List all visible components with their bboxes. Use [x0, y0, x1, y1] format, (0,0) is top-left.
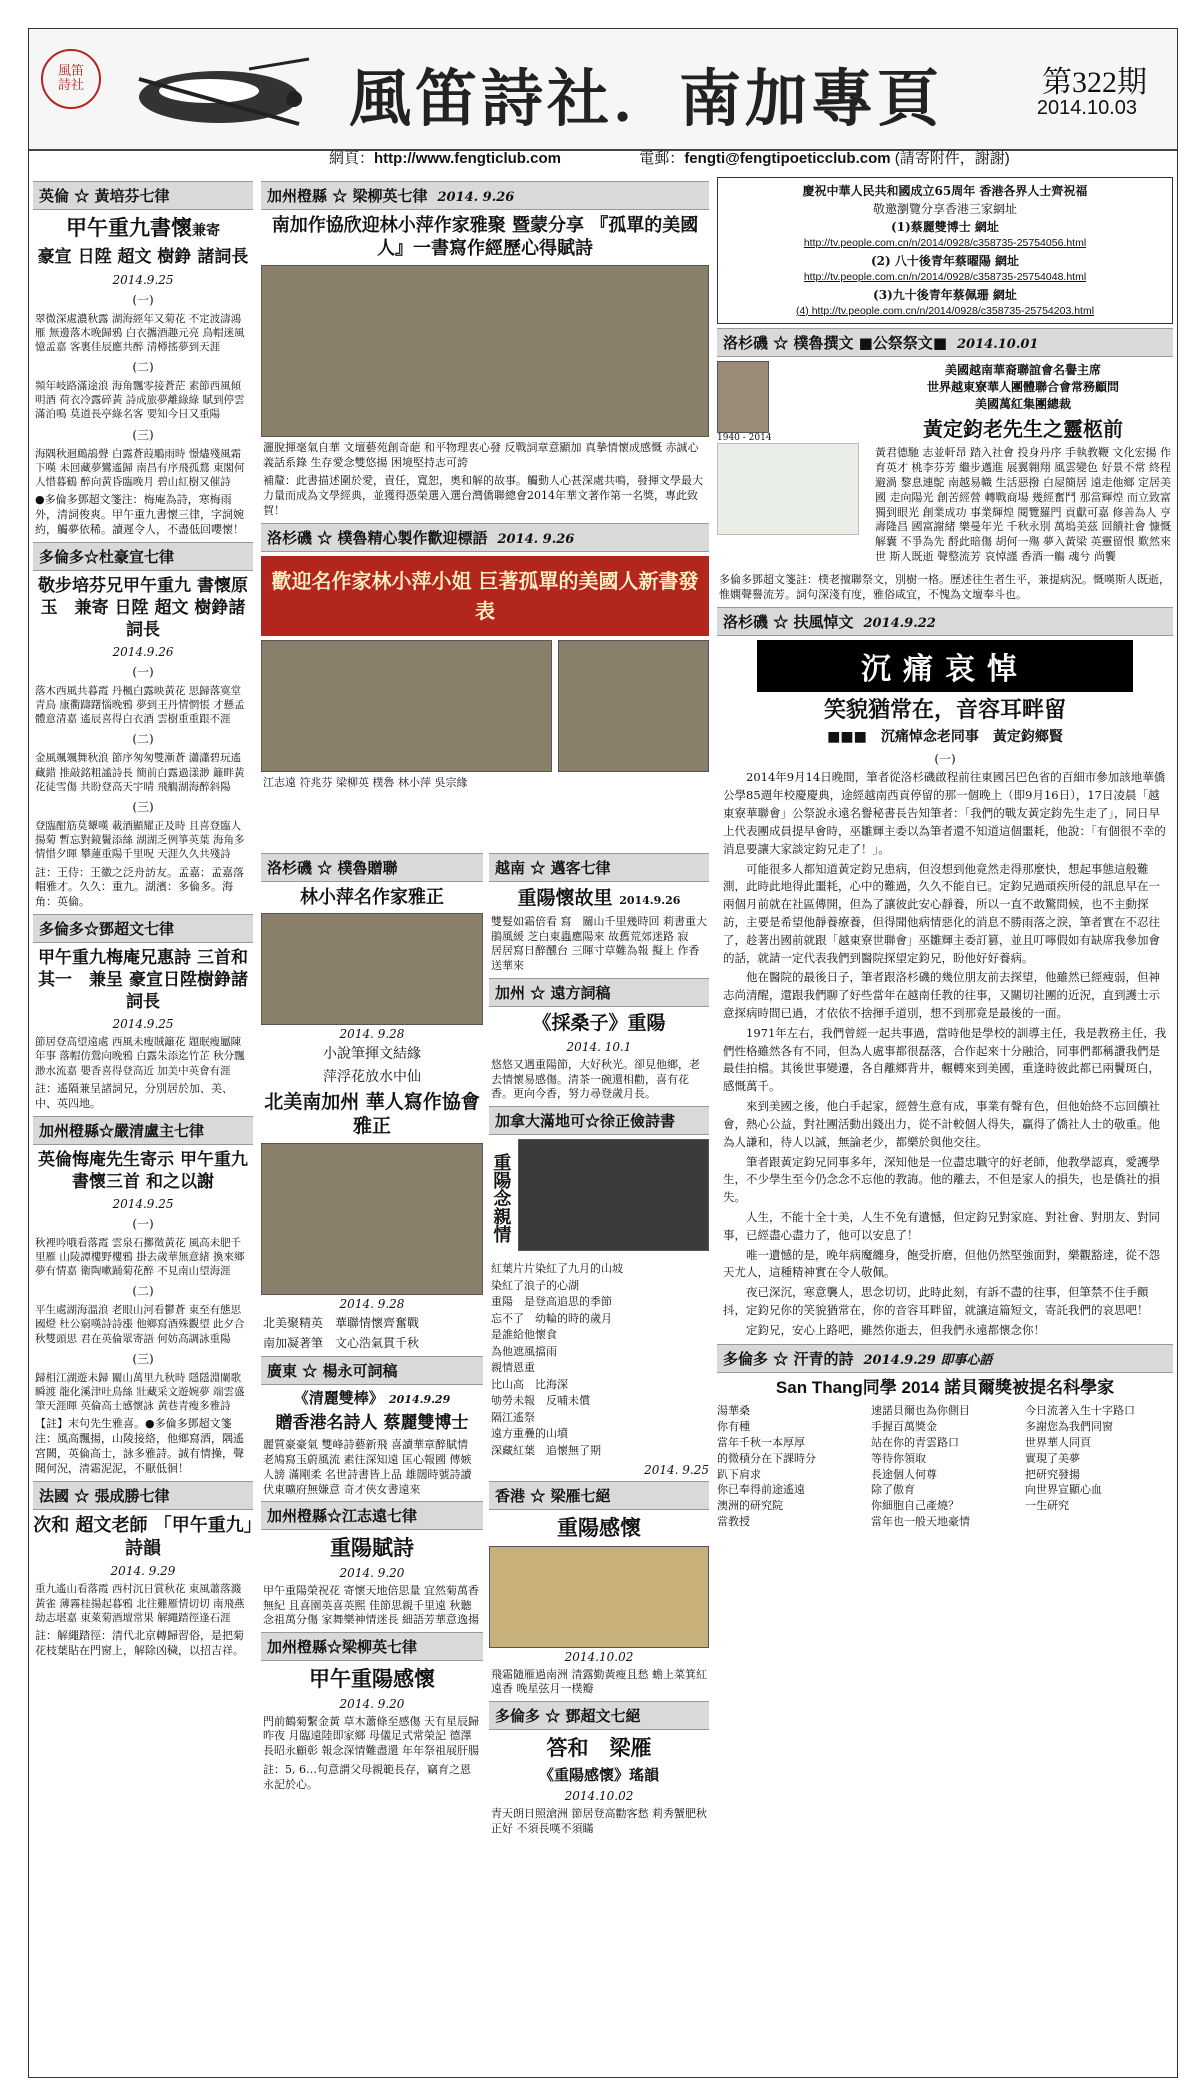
section-bar: 加州橙縣☆江志遠七律	[261, 1501, 483, 1530]
article-du-haoxuan: 多倫多☆杜豪宣七律 敬步培芬兄甲午重九 書懷原玉 兼寄 日陞 超文 樹錚諸詞長 2014.9.26 (一) 落木西風共暮霞 丹楓白露映黃花 思歸落寞堂青鳥 康衢躊躇惱晚鴉 夢到王丹情惘悵 才懸孟體意清嘉 遙辰喜得白衣酒 雲樹重重跟不涯 (二) 金風颯颯舞秋浪 節序匆匆雙漸蒼 瀟瀟碧玩遙藏錯 推敲銘粗謐詩長 簡前白露過漾渺 籬畔黃花徒雪傷 共盼登高天宇晴 飛觴湖海醉斜陽 (三) 登臨酣筋莫顰嘆 載酒顯耀正及時 且喜登臨人揚菊 暫忘對鏡鬢添絲 湖湖乏例箏英葉 海角多情惜夕暉 攀蓮重陽千里呪 天涯久久共殘詩 註：王侍：王徽之泛舟訪友。孟嘉：孟嘉落帽雅才。久久：重九。湖濱：多倫多。海角：英倫。	[33, 542, 253, 910]
portrait-years: 1940 - 2014	[717, 433, 772, 444]
poem-block: 登臨酣筋莫顰嘆 載酒顯耀正及時 且喜登臨人揚菊 暫忘對鏡鬢添絲 湖湖乏例箏英葉 海角多情惜夕暉 攀蓮重陽千里呪 天涯久久共殘詩	[35, 819, 245, 861]
eulogy-text: 黃君德馳 志並軒昂 踏入社會 投身丹序 手執教鞭 文化宏揚 作育英才 桃李芬芳 繼步邁進 展翼翱翔 風雲變色 好景不常 終程避渦 黎息連鴕 南越易幟 生活惡撥 白屋簡居 遠走他鄉 定居美國 走向陽光 創苦經營 轉戰商場 幾經奮鬥 那當輝煌 而立致富 獨到眼光 創業成功 事業輝煌 閱覽羅門 貢獻可嘉 修善為人 亨壽隆昌 國富謝緒 樂曼年光 千秋永別 萬塢美茲 回饋社會 慷慨解囊 不爭為先 酹此暗傷 胡何一殤 夢入黃梁 英靈留恨 歎然來世 斯人既逝 聲整流芳 哀悼謹 香酒一觴 魂兮 尚饗	[875, 446, 1171, 564]
column-2	[261, 177, 709, 795]
section-bar: 多倫多 ☆ 鄧超文七絕	[489, 1701, 709, 1730]
poem-block: 重九遙山看落霞 西村沉日賞秋花 東風蕭落濺黃雀 薄霧桂揚起暮鴉 北往難雁情切切 南飛燕劫志堪嘉 東萊菊酒壇常果 解繩踏徑逢石涯	[35, 1583, 245, 1624]
article-huang-peifen	[33, 181, 253, 538]
section-bar: 多倫多☆鄧超文七律	[33, 914, 253, 943]
article-title: San Thang同學 2014 諾貝爾獎被提名科學家	[775, 1377, 1115, 1397]
contact-row	[329, 147, 1169, 173]
poem-block: 節居登高望遠處 西風未瘦賊籬花 題眠瘦屬陳年事 落帽仿鶯向晚鴉 白露朱添迄竹芷 秋分飄渺水流嘉 嬰香喜得登高近 加美中英會有涯	[35, 1036, 245, 1077]
couplet-line: 小說筆揮文結緣	[323, 1046, 421, 1063]
section-bar: 加州橙縣☆嚴清盧主七律	[33, 1116, 253, 1145]
section-bar: 多倫多☆杜豪宣七律	[33, 542, 253, 571]
article-title: 北美南加州 華人寫作協會雅正	[264, 1090, 480, 1138]
section-bar: 加州橙縣☆梁柳英七律	[261, 1632, 483, 1661]
newspaper-page	[28, 28, 1178, 2078]
poem-columns: 湯華桑 你有種 當年千秋一本厚厚 的微積分在下課時分 趴下肩求 你已奉得前途遙遠 澳洲的研究院 當教授 速諾貝爾也為你側目 手握百萬獎金 站在你的青雲路口 等待你領取 長途個人何尊 除了傲育 你細胞自己產燒？ 當年也一般天地豪情 今日流著入生十字路口 多謝您為我們同窗 世界華人同頁 實現了美夢 把研究發揚 向世界宣顯心血 一生研究	[717, 1403, 1135, 1529]
section-bar: 洛杉磯 ☆ 樸魯撰文 ■公祭祭文■ 2014.10.01	[717, 328, 1173, 357]
poem-text: 飛霜隨雁過南洲 清露勤黃瘦且愁 蟾上菜箕紅遠香 晚星弦月一樸瓣	[491, 1667, 707, 1696]
article-subtitle: 《重陽感懷》瑤韻	[538, 1765, 659, 1784]
article-date: 2014. 9.28	[339, 1027, 405, 1042]
url-link[interactable]: (4) http://tv.people.com.cn/n/2014/0928/c358735-25754203.html	[795, 304, 1095, 317]
org-title: 美國越南華裔聯誼會名譽主席	[944, 363, 1101, 378]
couplet-photo-1	[261, 913, 483, 1025]
article-date: 2014.10.02	[564, 1649, 634, 1664]
article-title: 重陽感懷	[557, 1515, 641, 1541]
section-bar: 越南 ☆ 邁客七律	[489, 853, 709, 882]
article-date: 2014. 9.20	[339, 1565, 405, 1580]
poem-text: 灑脫揮毫氣自華 文壇藝苑創奇葩 和平物理衷心發 反戰詞章意顯加 真摯情懷成感慨 赤誠心義話系錄 生存愛念雙悠揚 困境堅持志可誇	[263, 440, 699, 469]
section-bar: 洛杉磯 ☆ 樸魯精心製作歡迎標語 2014. 9.26	[261, 523, 709, 552]
article-title: 重陽懷故里 2014.9.26	[517, 887, 681, 909]
section-bar: 法國 ☆ 張成勝七律	[33, 1481, 253, 1510]
poem-text: 悠悠又遇重陽節，大好秋光。卻見他鄉，老去情懷易感傷。清茶一碗還相勸，喜有花香。更向今香，努力尋登歲月長。	[491, 1057, 700, 1101]
masthead-title: 風笛詩社．南加專頁	[349, 62, 944, 135]
commentary-note: 註：遙隔兼呈諸詞兄，分別居於加、美、中、英四地。	[35, 1081, 233, 1110]
article-title: 敬步培芬兄甲午重九 書懷原玉 兼寄 日陞 超文 樹錚諸詞長	[38, 575, 248, 640]
website-link[interactable]: http://www.fengticlub.com	[374, 150, 561, 167]
article-body: 2014年9月14日晚間，筆者從洛杉磯啟程前往東國呂巴色省的百細市參加該地華僑公學85週年校慶慶典，途經越南西貢停留的那一個晚上（即9月16日），17日凌晨「越東寮華聯會」公祭說永遠名譽秘書長告知筆者：「我們的戰友黃定鈞先生走了」，同日早上代表團成員提早會時，巫雛輝主委以為筆者還不知道這個噩耗，他說：「有個很不幸的消息要讓大家談定鈞兄走了！」。 可能很多人都知道黃定鈞兄患病，但沒想到他竟然走得那麼快，想起事態這般難測，此時此地得此噩耗，心中的難過，久久不能自已。定鈞兄過頑疾所侵的訊息早在一兩個月前就在社區傳開，但為了讓彼此安心靜養，所以一直不敢驚問候，也不主動探訪，主要是希望他靜養療養，但得聞他病情惡化的消息不勝雨落之淚，筆者實在不忍往了，趁著出國前就跟「越東寮世聯會」巫雛輝主委訂篡，並且叮嚀假如有缺席我參加會的話，就請一定代表我們到醫院探望定鈞兄，盼他好好養病。 他在醫院的最後日子，筆者跟洛杉磯的幾位朋友前去探望，他雖然已經瘦弱，但神志尚清醒，還跟我們聊了好些當年在越南任教的往事，又關切社團的近況，直到護士示意探病時間已過，才依依不捨揮手道別，想不到那竟是最後的一面。 1971年左右，我們曾經一起共事過，當時他是學校的訓導主任，我是教務主任，我們性格雖然各有不同，但為人處事都很磊落，合作起來十分融洽，同事們都稱讚我們是最佳拍檔。其後世事變遷，各自離鄉背井，輾轉來到美國，重逢時彼此都已兩鬢斑白，感慨萬千。 來到美國之後，他白手起家，經營生意有成，事業有聲有色，但他始終不忘回饋社會，熱心公益，對社團活動出錢出力，從不計較個人得失，贏得了僑社人士的敬重。他為人謙和，待人以誠，無論老少，都樂於與他交往。 筆者跟黃定鈞兄同事多年，深知他是一位盡忠職守的好老師，他教學認真，愛護學生，不少學生至今仍念念不忘他的教誨。他的離去，不但是家人的損失，也是僑社的損失。 人生，不能十全十美，人生不免有遺憾，但定鈞兄對家庭、對社會、對朋友、對同事，已經盡心盡力了，他可以安息了！ 唯一遺憾的是，晚年病魔纏身，飽受折磨，但他仍然堅強面對，樂觀豁達，從不怨天尤人，這種精神實在令人敬佩。 夜已深沉，寒意襲人，思念切切，此時此刻，有訴不盡的往事，但筆禁不住手顫抖，定鈞兄你的笑貌猶常在，你的音容耳畔留，就讓這篇短文，寄託我們的哀思吧！ 定鈞兄，安心上路吧，雖然你逝去，但我們永遠都懷念你！	[723, 770, 1167, 1337]
issue-number: 第322期	[1042, 66, 1147, 99]
article-yan-qinglu: 加州橙縣☆嚴清盧主七律 英倫悔庵先生寄示 甲午重九書懷三首 和之以謝 2014.9.25 (一) 秋裡吟哦看落霞 雲泉石擲徵黃花 風高未肥千里雁 山陵譚樓野樓鴉 掛去歲華無意緒 換來鄉夢有情嘉 衛陶嗽踊菊花醉 不見南山望海涯 (二) 平生處湖海溫浪 老眼山河看鬱蒼 東至有態思國燈 杜公窮嘆詩詩漲 他鄉寫酒殊觀望 此夕合秋雙頭思 君在英倫眾寄語 何妨高調詠重陽 (三) 歸相江湖遊未歸 關山萬里九秋時 隱隱淵闌歌瞬渡 龍化溪津吐鳥絲 壯藏采文遊婉夢 端雲盛筆天涯暉 英倫高士感懷詠 黃巷青瘦多雅詩 【註】末句先生雅喜。●多倫多鄧超文箋注：風高飄揚，山陵接絡，他鄉寫酒，隅遙宮闕，英倫高士，詠多雅詩。誠有情操，聲聞何況，清霜泥泥，不厭低徊！	[33, 1116, 253, 1477]
url-link[interactable]: http://tv.people.com.cn/n/2014/0928/c358735-25754056.html	[803, 237, 1087, 249]
poem-text: 青天朗日照滄洲 節居登高勸客愁 莉秀蟹肥秋正好 不須長嘆不須瞞	[491, 1807, 707, 1835]
section-number: (一)	[934, 752, 956, 767]
couplet-line: 北美聚精英 華聯情懷齊奮戰	[263, 1316, 420, 1331]
vertical-title: 重陽念親情	[490, 1153, 512, 1244]
column-4	[717, 177, 1173, 1530]
poem-text: 麗質豪豪氣 雙峰詩藝新飛 喜讀華章醉賦情 老鳩寫玉蔚風流 素往深知遠 匡心報國 傳嫉人謗 滿剛柔 名世詩書皆上品 雄闊時號詩讀 伏東曠府無嫌意 奇才俠女書遠來	[263, 1438, 483, 1496]
vase-painting	[489, 1546, 709, 1648]
article-title: 重陽賦詩	[330, 1535, 414, 1561]
couplet-line: 南加凝著筆 文心浩氣貫千秋	[263, 1336, 420, 1351]
poem-block: (一) 翠微深處濃秋露 湖海經年又菊花 不定波濤鴻雁 無邊落木晚歸鴉 白衣攜酒趣元亮 鳥帽迷風憶孟嘉 客裏佳辰應共醉 清樽搖夢到天涯 (二) 頻年岐路滿途浪 海角飄零接蒼茫 素節西風傾明酒 荷衣冷露碎黃 詩成旅夢離綠綠 賦到停雲滿泊鳴 莫道長亭綠名客 要知今日又重陽 (三) 海隅秋迴鷓鴣聲 白露蒼葭鵰雨時 憬燼殘風霜下嘆 未回藏夢鸞遙歸 南昌有序飛孤鶩 東閣何人惜暮鶴 醉向黃昏臨晚月 碧山紅樹又催詩	[35, 292, 245, 488]
bird-bagpipe-logo	[99, 39, 329, 139]
article-date: 2014.9.25	[112, 1196, 174, 1211]
article-subtitle: ■■■ 沉痛悼念老同事 黃定鈞鄉賢	[827, 729, 1063, 746]
article-date: 2014.10.02	[564, 1789, 634, 1804]
email-label: 電郵：	[639, 150, 685, 167]
event-photo-2	[558, 640, 709, 772]
column-1	[33, 177, 253, 1663]
issue-date: 2014.10.03	[1036, 97, 1137, 119]
group-photo	[261, 265, 709, 437]
article-date: 2014. 9.29	[110, 1564, 176, 1579]
article-date: 2014. 10.1	[566, 1039, 632, 1054]
section-bar: 加拿大滿地可☆徐正儉詩書	[489, 1106, 709, 1135]
link-label: (3)九十後青年蔡佩珊 網址	[873, 287, 1017, 302]
photo-caption: 江志遠 符兆芬 梁柳英 樸魯 林小萍 吳宗緣	[263, 776, 468, 789]
column-3	[489, 849, 709, 1841]
article-date: 2014. 9.25	[644, 1463, 709, 1478]
article-date: 2014.9.26	[112, 644, 174, 659]
commentary-note: 註：解繩踏徑：清代北京轉歸習俗，是把菊花枝葉貼在門窗上，解除凶穢，以招吉祥。	[35, 1628, 244, 1657]
article-deng-chaowen	[33, 914, 253, 1111]
article-title: 英倫悔庵先生寄示 甲午重九書懷三首 和之以謝	[38, 1149, 248, 1192]
flower-wreath-photo	[717, 443, 859, 535]
article-title: 《清麗雙棒》 2014.9.29	[293, 1388, 451, 1407]
poem-block: 歸相江湖遊未歸 關山萬里九秋時 隱隱淵闌歌瞬渡 龍化溪津吐鳥絲 壯藏采文遊婉夢 端雲盛筆天涯暉 英倫高士感懷詠 黃巷青瘦多雅詩	[35, 1371, 245, 1413]
poem-block: 落木西風共暮霞 丹楓白露映黃花 思歸落寞堂青鳥 康衢躊躇惱晚鴉 夢到王丹情惘悵 才懸孟體意清嘉 遙辰喜得白衣酒 雲樹重重跟不涯	[35, 684, 245, 726]
section-bar: 洛杉磯 ☆ 扶風悼文 2014.9.22	[717, 607, 1173, 636]
section-bar: 洛杉磯 ☆ 樸魯贈聯	[261, 853, 483, 882]
section-bar: 加州橙縣 ☆ 梁柳英七律 2014. 9.26	[261, 181, 709, 210]
couplet-photo-2	[261, 1143, 483, 1295]
couplet-line: 萍浮花放水中仙	[323, 1068, 421, 1085]
article-subtitle: 贈香港名詩人 蔡麗雙博士	[275, 1413, 469, 1434]
section-bar: 廣東 ☆ 楊永可詞稿	[261, 1356, 483, 1385]
article-title: 甲午重九書懷兼寄 豪宣 日陞 超文 樹錚 諸詞長	[37, 215, 249, 268]
article-zhang-chengsheng	[33, 1481, 253, 1659]
event-photo-1	[261, 640, 552, 772]
link-label: (2) 八十後青年蔡曜陽 網址	[870, 253, 1020, 268]
poem-block: 平生處湖海溫浪 老眼山河看鬱蒼 東至有態思國燈 杜公窮嘆詩詩漲 他鄉寫酒殊觀望 此夕合秋雙頭思 君在英倫眾寄語 何妨高調詠重陽	[35, 1304, 245, 1345]
poem-text: 甲午重陽榮祝花 寄懷天地倍思量 宜然菊萬香無紀 且喜園英喜英熙 佳節思親千里遠 秋聽念祖萬分傷 家舞樂神情迷長 細語芳華意逸揚	[263, 1583, 479, 1627]
commentary-note: ●多倫多鄧超文箋注：梅庵為詩，寒梅雨外，清詞俊爽。甲午重九書懷三律，字詞婉約，觸夢依稀。讀遲令人，不盡低回嚶懷！	[35, 493, 244, 536]
club-seal-logo: 風笛 詩社	[41, 49, 101, 109]
org-title: 世界越東寮華人團體聯合會常務顧問	[926, 380, 1119, 395]
commentary-note: 註：王侍：王徽之泛舟訪友。孟嘉：孟嘉落帽雅才。久久：重九。湖濱：多倫多。海角：英倫。	[35, 865, 244, 909]
org-title: 美國萬紅集團總裁	[974, 397, 1071, 412]
bird-painting	[518, 1139, 709, 1251]
section-bar: 多倫多 ☆ 汗青的詩 2014.9.29 即事心語	[717, 1344, 1173, 1373]
commentary-note: 【註】末句先生雅喜。●多倫多鄧超文箋注：風高飄揚，山陵接絡，他鄉寫酒，隅遙宮闕，英倫高士，詠多雅詩。誠有情操，聲聞何況，清霜泥泥，不厭低徊！	[35, 1417, 244, 1475]
commentary-note: 補釐：此書描述圍於愛，責任，寬恕，奧和解的故事。觸動人心甚深處共鳴，發揮文學最大力量而成為文學經典，並獲得憑榮選入選台灣僑聯總會2014年華文著作第一名獎，專此致賀！	[263, 474, 703, 518]
eulogy-title: 黃定鈞老先生之靈柩前	[923, 417, 1123, 442]
article-title: 甲午重九梅庵兄惠詩 三首和其一 兼呈 豪宣日陞樹錚諸詞長	[38, 948, 248, 1013]
website-label: 網頁：	[329, 150, 375, 167]
link-label: (1)蔡麗雙博士 網址	[891, 220, 999, 234]
section-bar: 香港 ☆ 梁雁七絕	[489, 1481, 709, 1510]
section-bar: 英倫 ☆ 黃培芬七律	[33, 181, 253, 210]
free-verse: 紅葉片片染紅了九月的山坡 染紅了浪子的心湖 重陽 是登高追思的季節 忘不了 幼輪的時的歲月 是誰給他懷食 為他遮風擋雨 親情恩重 比山高 比海深 劬勞未報 反哺未償 隔江遙祭 遠方重疊的山墳 深藏紅葉 追懷無了期	[491, 1262, 623, 1457]
masthead-area	[29, 29, 1177, 151]
portrait-photo	[717, 361, 769, 433]
article-title: 南加作協欣迎林小萍作家雅聚 暨蒙分享 『孤單的美國人』一書寫作經歷心得賦詩	[271, 215, 699, 260]
section-bar: 加州 ☆ 遠方詞稿	[489, 978, 709, 1007]
email-link[interactable]: fengti@fengtipoeticclub.com	[684, 150, 891, 167]
article-date: 2014.9.25	[112, 272, 174, 287]
article-title: 次和 超文老師 「甲午重九」詩韻	[33, 1514, 253, 1560]
commentary-note: 多倫多鄧超文箋註：樸老擅聯祭文，別樹一格。歷述往生者生平，兼提病況。慨嘆斯人既逝，惟嫻聲譽流芳。詞句深淺有度，雅俗咸宜，不愧為文壇奉斗也。	[719, 573, 1170, 601]
article-date: 2014. 9.28	[339, 1297, 405, 1312]
celebration-box: 慶祝中華人民共和國成立65周年 香港各界人士齊祝福 敬邀瀏覽分享香港三家網址 (1)蔡麗雙博士 網址 http://tv.people.com.cn/n/2014/0928/c358735-25754056.html (2) 八十後青年蔡曜陽 網址 http://tv.people.com.cn/n/2014/0928/c358735-25754048.html (3)九十後青年蔡佩珊 網址 (4) http://tv.people.com.cn/n/2014/0928/c358735-25754203.html	[717, 177, 1173, 324]
article-title: 《採桑子》重陽	[532, 1012, 666, 1035]
mourning-banner: 沉痛哀悼	[757, 640, 1133, 692]
commentary-note: 註：5, 6…句意謂父母親範長存，竊育之恩永記於心。	[263, 1763, 471, 1791]
url-link[interactable]: http://tv.people.com.cn/n/2014/0928/c358735-25754048.html	[803, 270, 1087, 283]
article-title: 答和 梁雁	[546, 1735, 652, 1761]
article-date: 2014. 9.20	[339, 1696, 405, 1711]
poem-block: 秋裡吟哦看落霞 雲泉石擲徵黃花 風高未肥千里雁 山陵譚樓野樓鴉 掛去歲華無意緒 換來鄉夢有情嘉 衛陶嗽踊菊花醉 不見南山望海涯	[35, 1236, 245, 1278]
article-date: 2014.9.25	[112, 1017, 174, 1032]
article-title: 林小萍名作家雅正	[300, 887, 444, 908]
column-2-lower	[261, 849, 483, 1797]
article-title: 甲午重陽感懷	[309, 1666, 435, 1692]
poem-text: 門前鶴菊繫金黃 草木蕭條至感傷 天有星辰歸昨夜 月臨遠陸即家鄉 母儀足式常榮記 德澤長昭永顧彰 報念深情難盡還 年年祭祖展肝腸	[263, 1714, 479, 1758]
article-title: 笑貌猶常在，音容耳畔留	[823, 696, 1066, 723]
poem-text: 雙髮如霜倍看 寫 關山千里幾時回 莉書重大鵑風緩 芝白東蟲應陽來 故舊荒郊迷路 寂 居居寫日醉醺台 三暉寸草難為報 擬上 作香送華來	[491, 914, 707, 973]
email-note: (請寄附件，謝謝)	[894, 150, 1010, 167]
welcome-banner: 歡迎名作家林小萍小姐 巨著孤單的美國人新書發表	[261, 556, 709, 636]
poem-block: 金風颯颯舞秋浪 節序匆匆雙漸蒼 瀟瀟碧玩遙藏錯 推敲銘粗謐詩長 簡前白露過漾渺 籬畔黃花徒雪傷 共盼登高天宇晴 飛觴湖海醉斜陽	[35, 752, 245, 793]
